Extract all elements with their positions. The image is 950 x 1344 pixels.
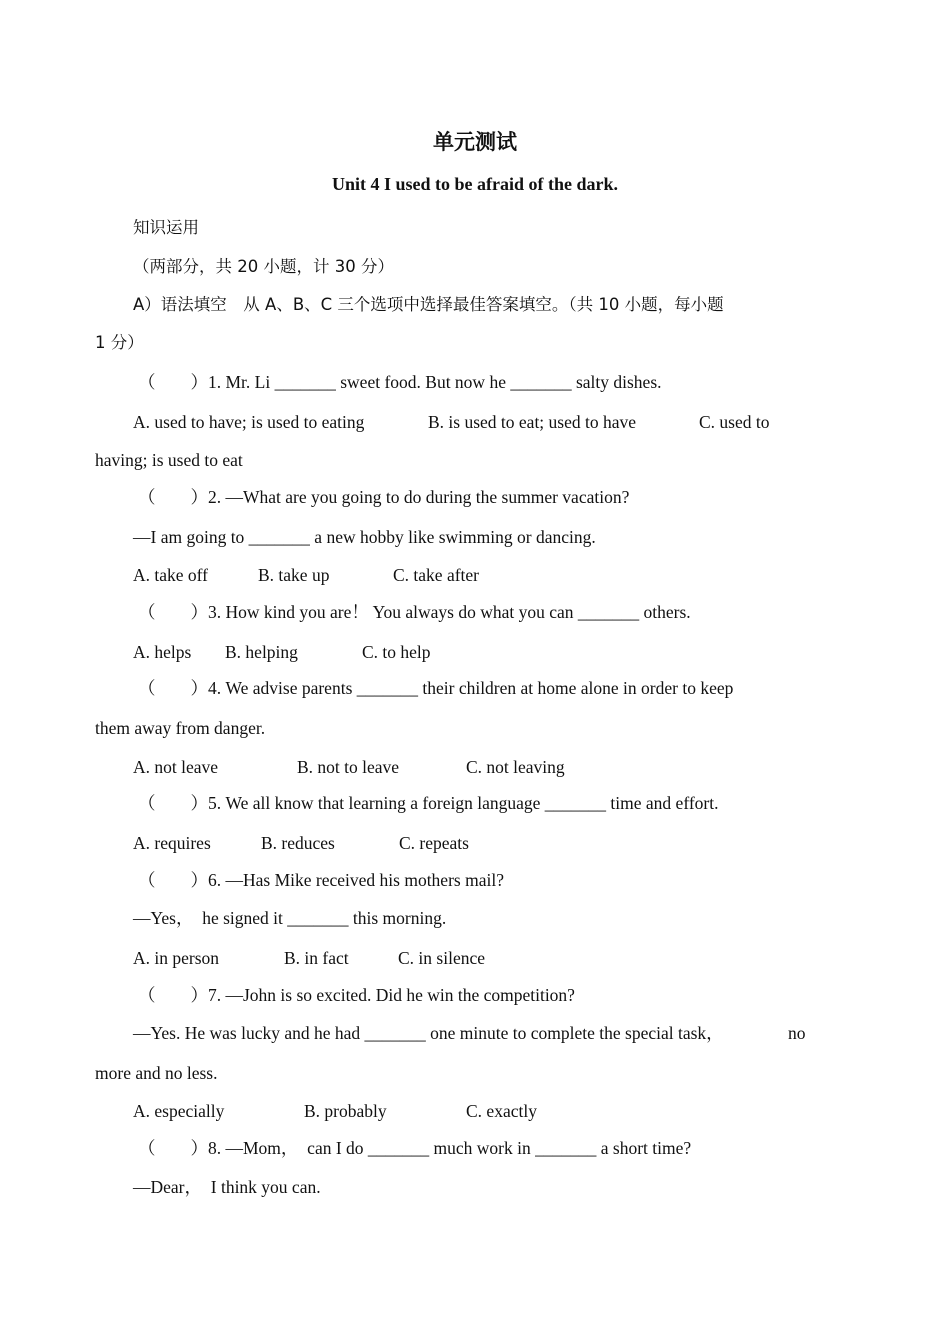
unit-subtitle: Unit 4 I used to be afraid of the dark. (331, 174, 618, 194)
question-5: （ ）5. We all know that learning a foreign language _______ time and effort. (138, 793, 719, 813)
q6-option-b: B. in fact (284, 948, 349, 968)
q3-option-c: C. to help (362, 642, 431, 662)
part-a-instruction: A）语法填空 从 A、B、C 三个选项中选择最佳答案填空。（共 10 小题，每小题 (133, 295, 724, 314)
q7-option-b: B. probably (304, 1101, 387, 1121)
part-a-instruction-cont: 1 分） (95, 333, 144, 352)
q7-reply: —Yes. He was lucky and he had _______ one minute to complete the special task， (133, 1023, 724, 1043)
q7-reply-cont: more and no less. (95, 1063, 218, 1083)
q7-option-c: C. exactly (466, 1101, 537, 1121)
q7-option-a: A. especially (133, 1101, 225, 1121)
page-title: 单元测试 (433, 130, 517, 154)
q4-option-a: A. not leave (133, 757, 219, 777)
q6-option-a: A. in person (133, 948, 220, 968)
question-8: （ ）8. —Mom， can I do _______ much work in _______ a short time? (138, 1138, 692, 1158)
question-4: （ ）4. We advise parents _______ their children at home alone in order to keep (138, 678, 734, 698)
q1-option-c-cont: having; is used to eat (95, 450, 243, 470)
q6-reply: —Yes， he signed it _______ this morning. (133, 908, 447, 928)
q5-option-c: C. repeats (399, 833, 469, 853)
question-7: （ ）7. —John is so excited. Did he win the competition? (138, 985, 575, 1005)
q3-option-a: A. helps (133, 642, 192, 662)
question-1: （ ）1. Mr. Li _______ sweet food. But now he _______ salty dishes. (138, 372, 662, 392)
question-2: （ ）2. —What are you going to do during the summer vacation? (138, 487, 630, 507)
q2-reply: —I am going to _______ a new hobby like swimming or dancing. (133, 527, 596, 547)
q5-option-a: A. requires (133, 833, 211, 853)
q2-option-a: A. take off (133, 565, 208, 585)
q5-option-b: B. reduces (261, 833, 335, 853)
question-3: （ ）3. How kind you are！ You always do what you can _______ others. (138, 602, 691, 622)
question-6: （ ）6. —Has Mike received his mothers mail? (138, 870, 504, 890)
q4-option-b: B. not to leave (297, 757, 400, 777)
q1-option-b: B. is used to eat; used to have (428, 412, 637, 432)
q6-option-c: C. in silence (398, 948, 485, 968)
q4-option-c: C. not leaving (466, 757, 565, 777)
q1-option-c: C. used to (699, 412, 770, 432)
section-heading: 知识运用 (133, 218, 199, 237)
q2-option-c: C. take after (393, 565, 479, 585)
q3-option-b: B. helping (225, 642, 298, 662)
section-info: （两部分，共 20 小题，计 30 分） (133, 257, 394, 276)
q7-reply-tail: no (788, 1023, 806, 1043)
q2-option-b: B. take up (258, 565, 330, 585)
q8-reply: —Dear， I think you can. (133, 1177, 321, 1197)
q1-option-a: A. used to have; is used to eating (133, 412, 365, 432)
question-4-cont: them away from danger. (95, 718, 266, 738)
